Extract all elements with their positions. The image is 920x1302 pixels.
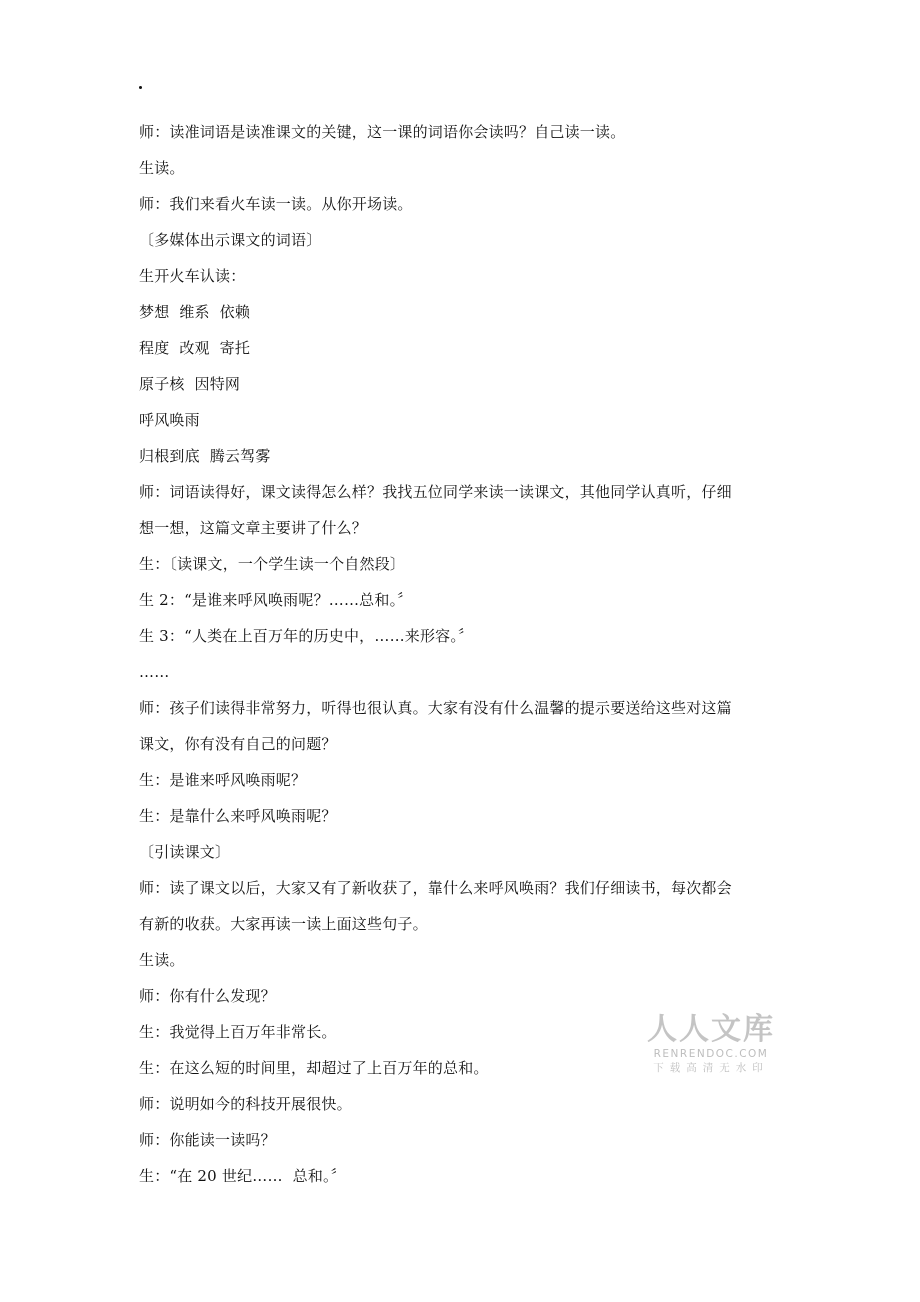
watermark-slogan: 下载高清无水印 (653, 1062, 769, 1074)
text-line: 生：是靠什么来呼风唤雨呢？ (139, 807, 337, 825)
text-line: 生读。 (139, 159, 185, 177)
text-line: 生：〔读课文，一个学生读一个自然段〕 (139, 555, 406, 573)
text-line: 生 3：“人类在上百万年的历史中，……来形容。〞 (139, 627, 474, 645)
text-line: 有新的收获。大家再读一读上面这些句子。 (139, 915, 428, 933)
text-line: 生读。 (139, 951, 185, 969)
text-line: 生：是谁来呼风唤雨呢？ (139, 771, 307, 789)
text-line: 师：你有什么发现？ (139, 987, 276, 1005)
text-line: 想一想，这篇文章主要讲了什么？ (139, 519, 368, 537)
text-line: 归根到底 腾云驾雾 (139, 447, 271, 465)
watermark-title: 人人文库 (647, 1012, 775, 1047)
text-line: 〔引读课文〕 (139, 843, 231, 861)
text-line: 生：“在 20 世纪…… 总和。〞 (139, 1167, 346, 1185)
text-line: 生：我觉得上百万年非常长。 (139, 1023, 337, 1041)
text-line: 师：孩子们读得非常努力，听得也很认真。大家有没有什么温馨的提示要送给这些对这篇 (139, 699, 732, 717)
text-line: 师：说明如今的科技开展很快。 (139, 1095, 352, 1113)
text-line: 师：你能读一读吗？ (139, 1131, 276, 1149)
page-marker-dot (139, 86, 142, 89)
text-line: 原子核 因特网 (139, 375, 241, 393)
text-line: 师：我们来看火车读一读。从你开场读。 (139, 195, 413, 213)
text-line: 师：词语读得好，课文读得怎么样？我找五位同学来读一读课文，其他同学认真听，仔细 (139, 483, 732, 501)
watermark-domain: RENRENDOC.COM (653, 1048, 769, 1060)
text-line: 生：在这么短的时间里，却超过了上百万年的总和。 (139, 1059, 489, 1077)
text-line: 梦想 维系 依赖 (139, 303, 251, 321)
watermark-logo (646, 1013, 776, 1075)
text-line: 师：读准词语是读准课文的关键，这一课的词语你会读吗？自己读一读。 (139, 123, 626, 141)
text-line: 生 2：“是谁来呼风唤雨呢？……总和。〞 (139, 591, 413, 609)
text-line: 呼风唤雨 (139, 411, 200, 429)
text-line: …… (139, 663, 170, 681)
text-line: 生开火车认读： (139, 267, 246, 285)
text-line: 程度 改观 寄托 (139, 339, 251, 357)
text-line: 师：读了课文以后，大家又有了新收获了，靠什么来呼风唤雨？我们仔细读书，每次都会 (139, 879, 732, 897)
text-line: 〔多媒体出示课文的词语〕 (139, 231, 322, 249)
text-line: 课文，你有没有自己的问题？ (139, 735, 337, 753)
